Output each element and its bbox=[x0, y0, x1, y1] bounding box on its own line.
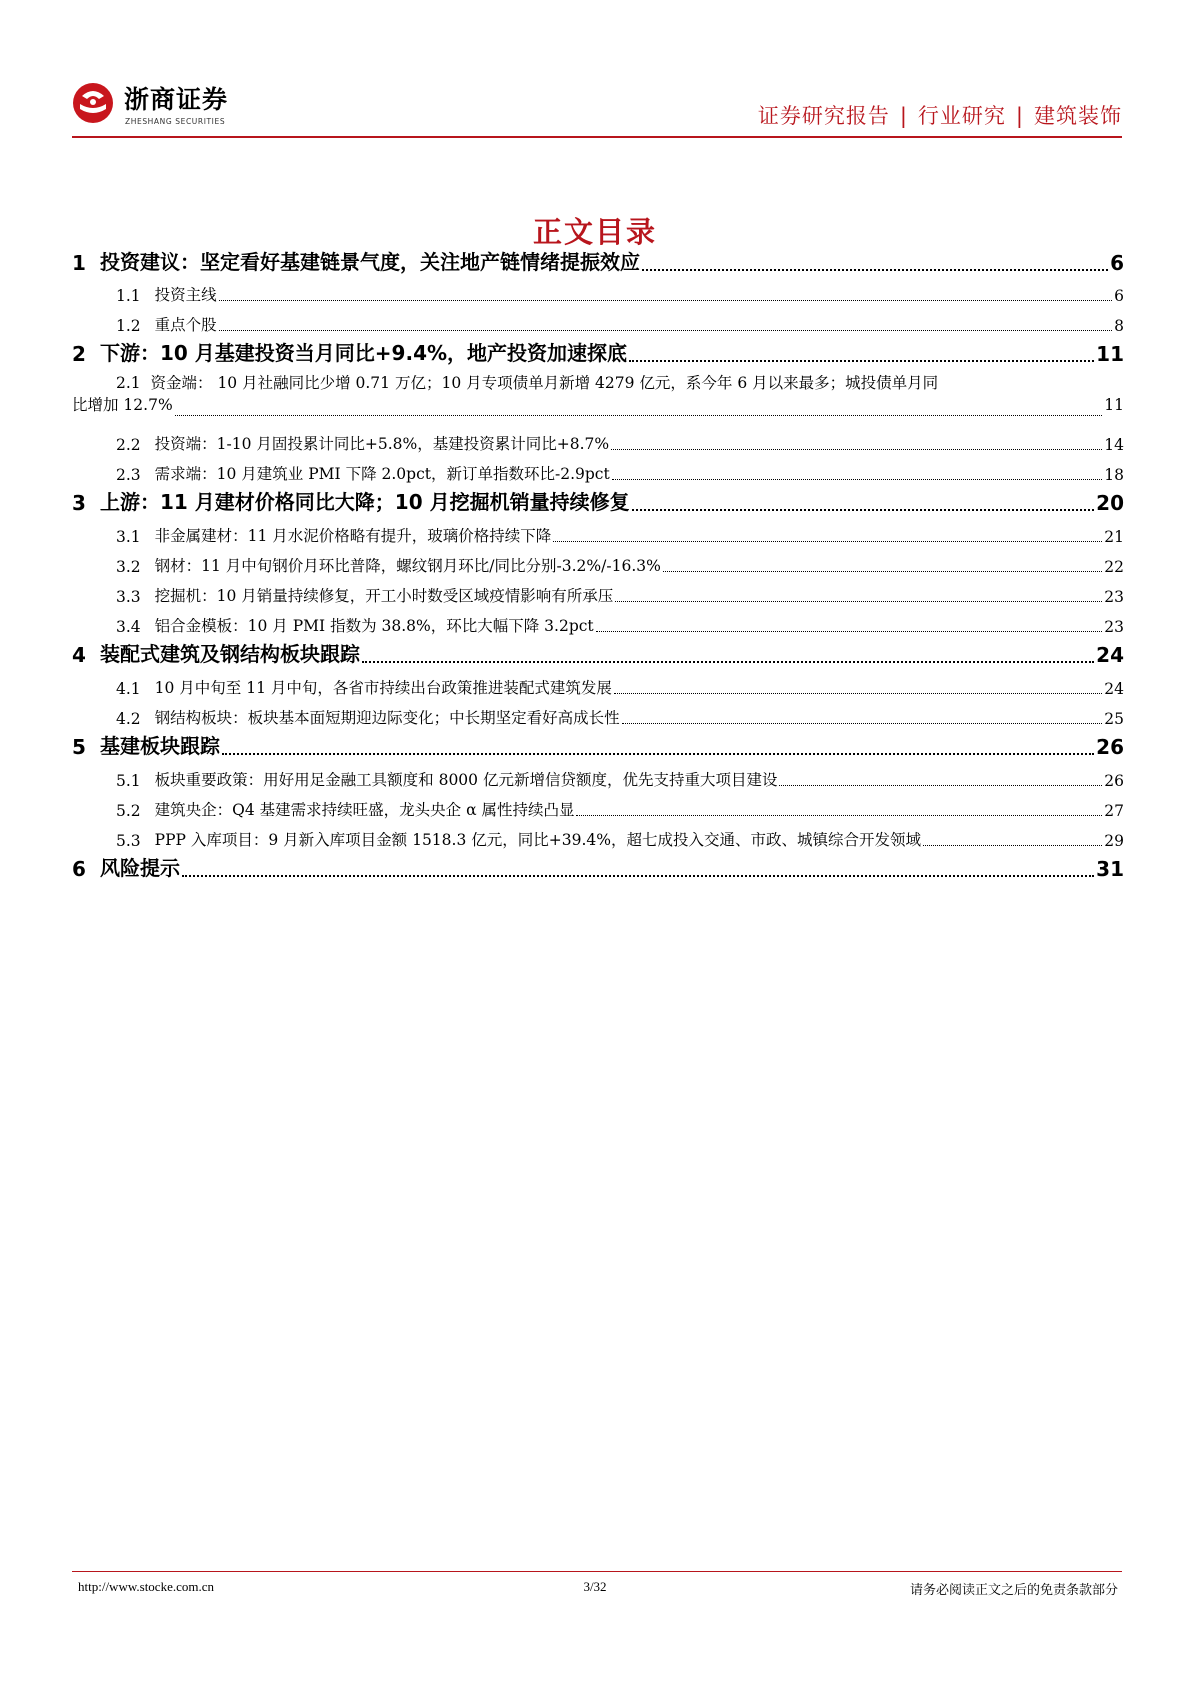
toc-leader bbox=[219, 299, 1112, 301]
company-logo bbox=[72, 70, 272, 130]
toc-leader bbox=[222, 752, 1094, 755]
toc-leader bbox=[614, 692, 1102, 694]
toc-page: 26 bbox=[1096, 735, 1124, 759]
toc-leader bbox=[182, 874, 1094, 877]
breadcrumb-item: 行业研究 bbox=[917, 104, 1006, 128]
toc-label: 基建板块跟踪 bbox=[100, 734, 220, 758]
toc-label: 需求端：10 月建筑业 PMI 下降 2.0pct，新订单指数环比-2.9pct bbox=[154, 465, 610, 483]
toc-leader bbox=[923, 844, 1102, 846]
toc-leader bbox=[612, 478, 1103, 480]
toc-page: 27 bbox=[1104, 802, 1124, 820]
breadcrumb-separator: | bbox=[899, 104, 908, 128]
toc-entry-2-2[interactable] bbox=[72, 432, 1124, 454]
toc-entry-3-2[interactable] bbox=[72, 554, 1124, 576]
toc-entry-5-3[interactable] bbox=[72, 828, 1124, 850]
toc-number: 3.4 bbox=[116, 618, 141, 636]
toc-page: 21 bbox=[1104, 528, 1124, 546]
toc-number: 4.2 bbox=[116, 710, 141, 728]
toc-label: 下游：10 月基建投资当月同比+9.4%，地产投资加速探底 bbox=[100, 341, 628, 365]
toc-label: 建筑央企：Q4 基建需求持续旺盛，龙头央企 α 属性持续凸显 bbox=[154, 801, 575, 819]
breadcrumb-item: 建筑装饰 bbox=[1034, 104, 1122, 128]
toc-page: 25 bbox=[1104, 710, 1124, 728]
toc-entry-1[interactable] bbox=[72, 249, 1124, 275]
toc-leader bbox=[611, 448, 1102, 450]
toc-label: 资金端： 10 月社融同比少增 0.71 万亿；10 月专项债单月新增 4279 亿元，系今年 6 月以来最多；城投债单月同 bbox=[150, 374, 939, 392]
toc-leader bbox=[596, 630, 1103, 632]
logo-english-name: ZHESHANG SECURITIES bbox=[125, 117, 226, 126]
toc-entry-3[interactable] bbox=[72, 489, 1124, 515]
toc-label: 铝合金模板：10 月 PMI 指数为 38.8%，环比大幅下降 3.2pct bbox=[154, 617, 594, 635]
toc-page: 24 bbox=[1104, 680, 1124, 698]
toc-number: 3.3 bbox=[116, 588, 141, 606]
page-header bbox=[72, 70, 1122, 140]
toc-leader bbox=[622, 722, 1103, 724]
toc-page: 29 bbox=[1104, 832, 1124, 850]
toc-title: 正文目录 bbox=[532, 215, 657, 249]
toc-leader bbox=[615, 600, 1102, 602]
toc-number: 1 bbox=[72, 251, 86, 275]
toc-number: 3 bbox=[72, 491, 86, 515]
toc-leader bbox=[576, 814, 1102, 816]
toc-number: 6 bbox=[72, 857, 86, 881]
toc-page: 31 bbox=[1096, 857, 1124, 881]
toc-entry-2[interactable] bbox=[72, 340, 1124, 366]
toc-page: 14 bbox=[1104, 436, 1124, 454]
toc-number: 5 bbox=[72, 735, 86, 759]
toc-entry-5[interactable] bbox=[72, 733, 1124, 759]
footer-divider bbox=[72, 1571, 1122, 1572]
toc-label: 投资端：1-10 月固投累计同比+5.8%，基建投资累计同比+8.7% bbox=[154, 435, 610, 453]
toc-entry-5-2[interactable] bbox=[72, 798, 1124, 820]
toc-leader bbox=[362, 660, 1094, 663]
toc-leader bbox=[779, 784, 1102, 786]
toc-number: 2.2 bbox=[116, 436, 141, 454]
toc-number: 3.2 bbox=[116, 558, 141, 576]
toc-entry-4[interactable] bbox=[72, 641, 1124, 667]
toc-number: 1.2 bbox=[116, 317, 141, 335]
toc-entry-6[interactable] bbox=[72, 855, 1124, 881]
toc-entry-2-1[interactable] bbox=[72, 368, 1124, 420]
toc-entry-4-2[interactable] bbox=[72, 706, 1124, 728]
toc-page: 6 bbox=[1110, 251, 1124, 275]
toc-label: 投资主线 bbox=[154, 286, 217, 304]
toc-entry-4-1[interactable] bbox=[72, 676, 1124, 698]
toc-label: 10 月中旬至 11 月中旬，各省市持续出台政策推进装配式建筑发展 bbox=[154, 679, 612, 697]
toc-leader bbox=[629, 359, 1094, 362]
toc-entry-2-3[interactable] bbox=[72, 462, 1124, 484]
toc-page: 20 bbox=[1096, 491, 1124, 515]
toc-entry-1-1[interactable] bbox=[72, 283, 1124, 305]
toc-label: 重点个股 bbox=[154, 316, 217, 334]
toc-label: 非金属建材：11 月水泥价格略有提升，玻璃价格持续下降 bbox=[154, 527, 552, 545]
toc-number: 5.2 bbox=[116, 802, 141, 820]
logo-name: 浙商证券 bbox=[124, 85, 229, 114]
toc-label: 钢材：11 月中旬钢价月环比普降，螺纹钢月环比/同比分别-3.2%/-16.3% bbox=[154, 557, 661, 575]
toc-page: 18 bbox=[1104, 466, 1124, 484]
toc-page: 11 bbox=[1104, 396, 1124, 414]
breadcrumb-separator: | bbox=[1015, 104, 1024, 128]
toc-label: 钢结构板块：板块基本面短期迎边际变化；中长期坚定看好高成长性 bbox=[154, 709, 620, 727]
toc-number: 3.1 bbox=[116, 528, 141, 546]
toc-entry-1-2[interactable] bbox=[72, 313, 1124, 335]
disclaimer-note: 请务必阅读正文之后的免责条款部分 bbox=[909, 1583, 1118, 1598]
toc-label: 挖掘机：10 月销量持续修复，开工小时数受区域疫情影响有所承压 bbox=[154, 587, 614, 605]
toc-page: 6 bbox=[1114, 287, 1124, 305]
toc-page: 8 bbox=[1114, 317, 1124, 335]
toc-leader bbox=[663, 570, 1102, 572]
toc-leader bbox=[175, 414, 1103, 416]
footer-url-link[interactable]: http://www.stocke.com.cn bbox=[78, 1579, 214, 1594]
zheshang-logo-icon bbox=[72, 82, 114, 124]
toc-entry-5-1[interactable] bbox=[72, 768, 1124, 790]
toc-number: 2 bbox=[72, 342, 86, 366]
report-category-breadcrumb bbox=[758, 100, 1122, 130]
page-indicator: 3/32 bbox=[583, 1579, 607, 1594]
toc-entry-3-1[interactable] bbox=[72, 524, 1124, 546]
toc-label: 风险提示 bbox=[100, 856, 180, 880]
toc-leader bbox=[553, 540, 1102, 542]
toc-leader bbox=[642, 268, 1108, 271]
toc-leader bbox=[632, 508, 1095, 511]
toc-entry-3-3[interactable] bbox=[72, 584, 1124, 606]
toc-page: 26 bbox=[1104, 772, 1124, 790]
toc-entry-3-4[interactable] bbox=[72, 614, 1124, 636]
toc-number: 1.1 bbox=[116, 287, 141, 305]
toc-page: 24 bbox=[1096, 643, 1124, 667]
toc-leader bbox=[219, 329, 1112, 331]
toc-label: PPP 入库项目：9 月新入库项目金额 1518.3 亿元，同比+39.4%，超七成投入交通、市政、城镇综合开发领域 bbox=[154, 831, 921, 849]
toc-number: 5.3 bbox=[116, 832, 141, 850]
toc-number: 2.3 bbox=[116, 466, 141, 484]
toc-label: 装配式建筑及钢结构板块跟踪 bbox=[100, 642, 360, 666]
toc-number: 5.1 bbox=[116, 772, 141, 790]
header-divider bbox=[72, 136, 1122, 138]
toc-label: 板块重要政策：用好用足金融工具额度和 8000 亿元新增信贷额度，优先支持重大项目建设 bbox=[154, 771, 778, 789]
toc-page: 22 bbox=[1104, 558, 1124, 576]
toc-label: 上游：11 月建材价格同比大降；10 月挖掘机销量持续修复 bbox=[100, 490, 630, 514]
toc-number: 4.1 bbox=[116, 680, 141, 698]
toc-label: 投资建议：坚定看好基建链景气度，关注地产链情绪提振效应 bbox=[100, 250, 640, 274]
toc-number: 4 bbox=[72, 643, 86, 667]
toc-label-continued: 比增加 12.7% bbox=[72, 396, 173, 414]
toc-page: 23 bbox=[1104, 618, 1124, 636]
toc-page: 23 bbox=[1104, 588, 1124, 606]
toc-page: 11 bbox=[1096, 342, 1124, 366]
toc-number: 2.1 bbox=[116, 374, 141, 392]
breadcrumb-item: 证券研究报告 bbox=[757, 104, 890, 128]
